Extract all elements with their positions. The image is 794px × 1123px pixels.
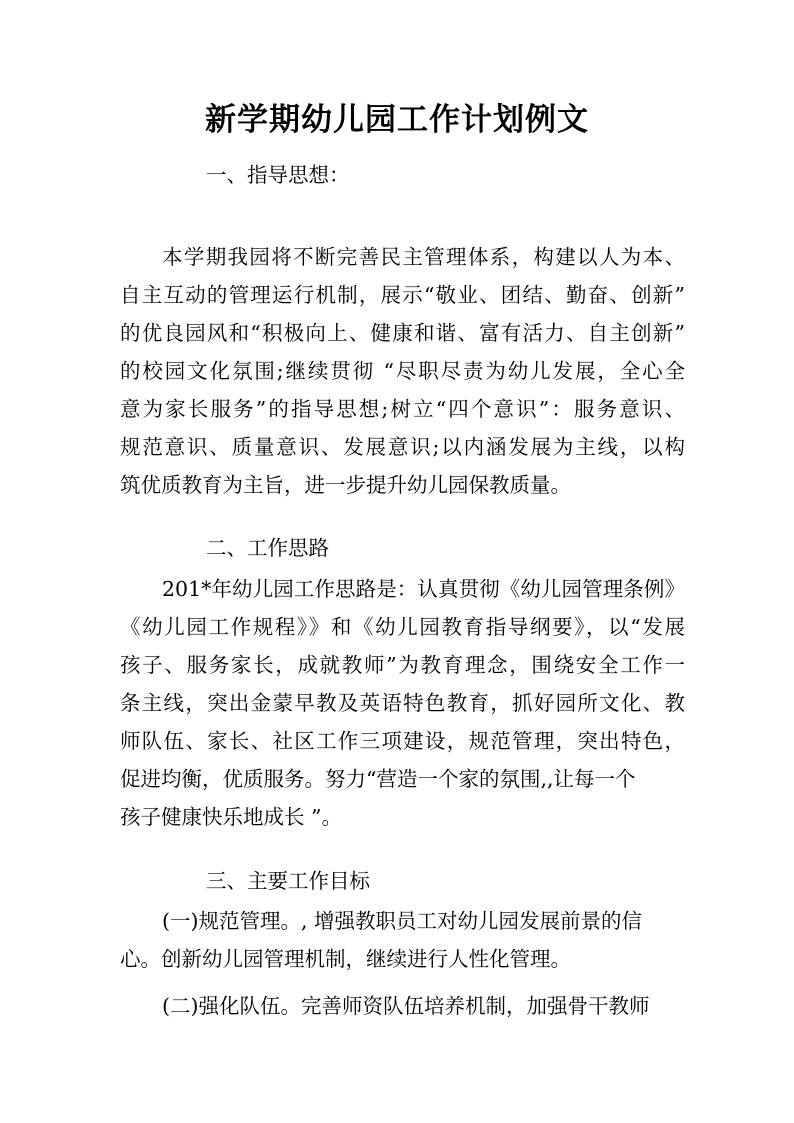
section2-line: 师队伍、家长、社区工作三项建设，规范管理，突出特色， [120,729,685,753]
section1-line: 规范意识、质量意识、发展意识;以内涵发展为主线，以构 [120,435,685,459]
section2-line: 孩子健康快乐地成长 ”。 [120,805,342,829]
section1-line: 筑优质教育为主旨，进一步提升幼儿园保教质量。 [120,473,571,497]
section1-line: 的校园文化氛围;继续贯彻 “尽职尽责为幼儿发展，全心全 [120,359,685,383]
section3-line: (一)规范管理。, 增强教职员工对幼儿园发展前景的信 [162,909,643,933]
section3-line: 心。创新幼儿园管理机制，继续进行人性化管理。 [120,947,571,971]
section2-heading: 二、工作思路 [206,536,329,560]
section1-line: 自主互动的管理运行机制，展示“敬业、团结、勤奋、创新” [120,283,685,307]
section2-line: 条主线，突出金蒙早教及英语特色教育，抓好园所文化、教 [120,691,685,715]
section2-line: 《幼儿园工作规程》》和《幼儿园教育指导纲要》，以“发展 [120,615,685,639]
section2-line: 201*年幼儿园工作思路是：认真贯彻《幼儿园管理条例》 [162,577,685,601]
section1-line: 本学期我园将不断完善民主管理体系，构建以人为本、 [162,245,685,269]
section2-line: 孩子、服务家长，成就教师”为教育理念，围绕安全工作一 [120,653,685,677]
section3-line: (二)强化队伍。完善师资队伍培养机制，加强骨干教师 [162,994,650,1018]
section2-line: 促进均衡，优质服务。努力“营造一个家的氛围,,让每一个 [120,767,636,791]
section1-line: 意为家长服务”的指导思想;树立“四个意识”：服务意识、 [120,397,685,421]
section3-heading: 三、主要工作目标 [206,869,370,893]
section1-line: 的优良园风和“积极向上、健康和谐、富有活力、自主创新” [120,321,685,345]
section1-heading: 一、指导思想： [206,163,350,187]
document-title: 新学期幼儿园工作计划例文 [205,102,589,138]
